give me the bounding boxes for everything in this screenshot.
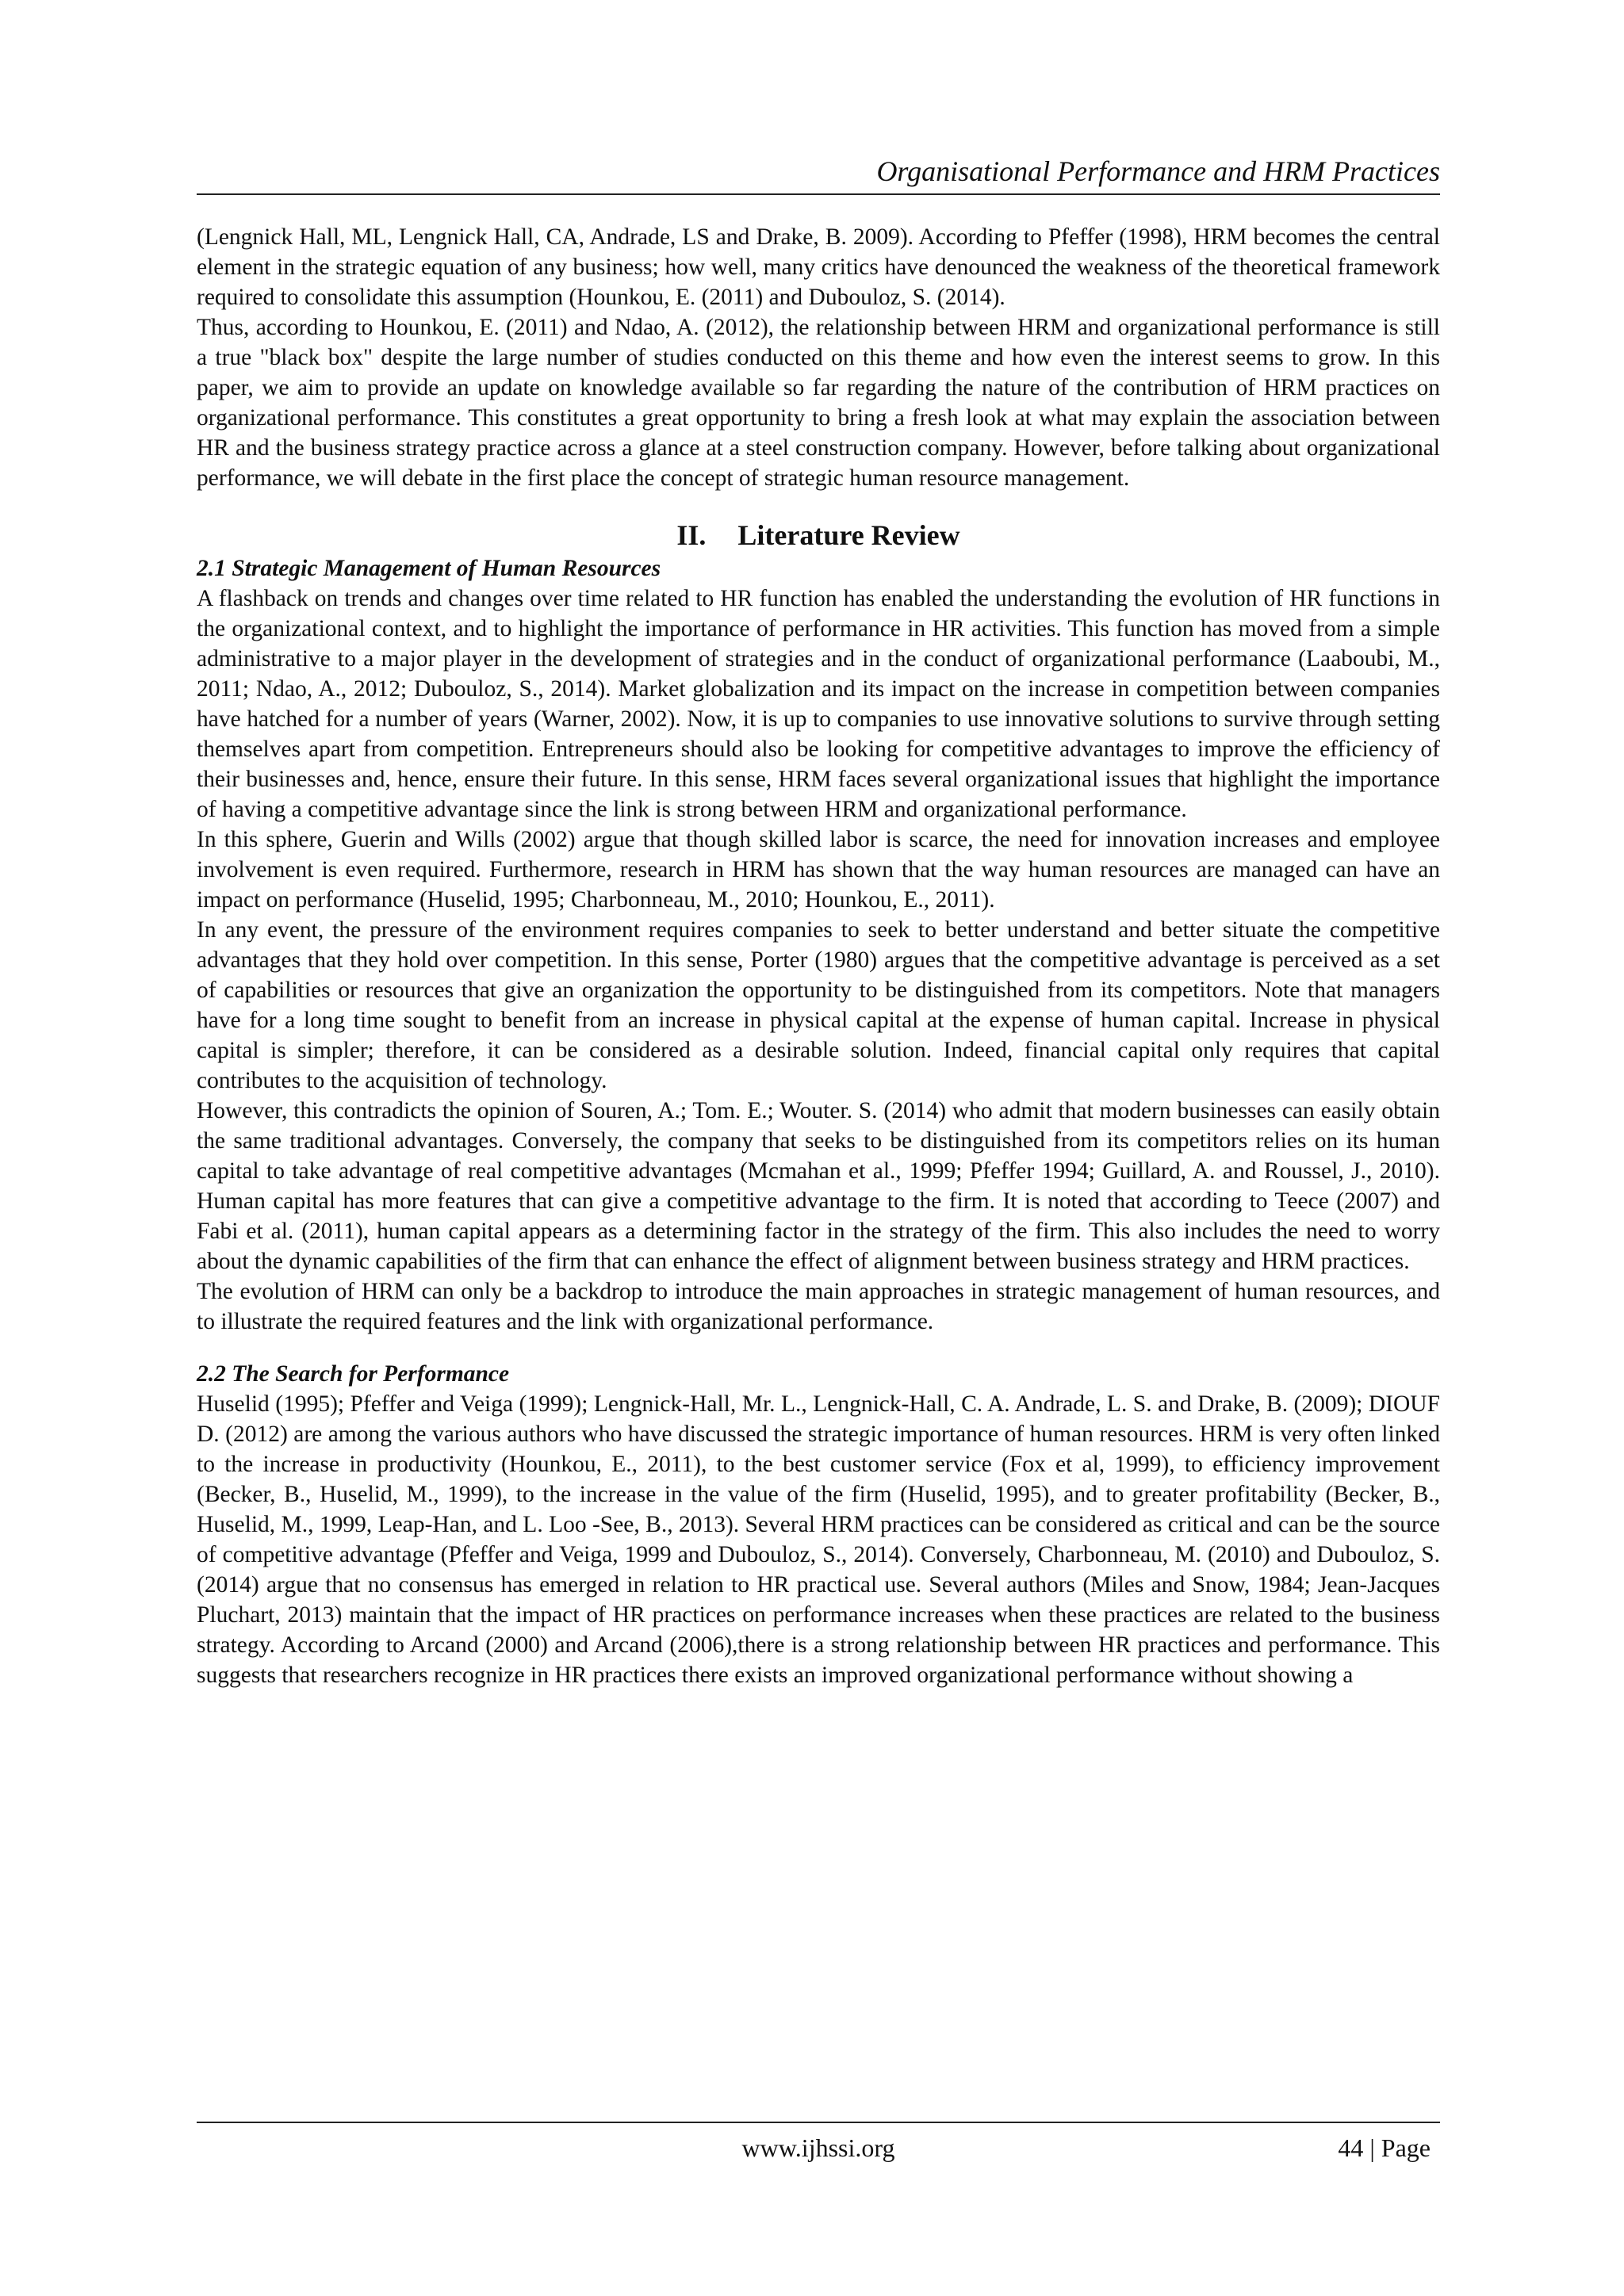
footer-rule [197,2122,1440,2123]
subsection-heading-2-1: 2.1 Strategic Management of Human Resources [197,556,661,581]
intro-paragraph-1: (Lengnick Hall, ML, Lengnick Hall, CA, Andrade, LS and Drake, B. 2009). According to Pfeffer (1998), HRM becomes the central element in the strategic equation of any business; how well, many critics have denounced the weakness of the theoretical framework required to consolidate this assumption (Hounkou, E. (2011) and Dubouloz, S. (2014). [197,224,1440,310]
page-footer [197,2130,1440,2169]
section-title: Literature Review [737,519,960,551]
paragraph-gap [197,1337,1440,1359]
intro-paragraph-2: Thus, according to Hounkou, E. (2011) and Ndao, A. (2012), the relationship between HRM and organizational performance is still a true "black box" despite the large number of studies conducted on this theme and how even the interest seems to grow. In this paper, we aim to provide an update on knowledge available so far regarding the nature of the contribution of HRM practices on organizational performance. This constitutes a great opportunity to bring a fresh look at what may explain the association between HR and the business strategy practice across a glance at a steel construction company. However, before talking about organizational performance, we will debate in the first place the concept of strategic human resource management. [197,315,1440,491]
section-heading [197,517,1440,553]
subsection-2-1-paragraph-3: In any event, the pressure of the environment requires companies to seek to better understand and better situate the competitive advantages that they hold over competition. In this sense, Porter (1980) argues that the competitive advantage is perceived as a set of capabilities or resources that give an organization the opportunity to be distinguished from its competitors. Note that managers have for a long time sought to benefit from an increase in physical capital at the expense of human capital. Increase in physical capital is simpler; therefore, it can be considered as a desirable solution. Indeed, financial capital only requires that capital contributes to the acquisition of technology. [197,917,1440,1093]
subsection-2-2-paragraph-1: Huselid (1995); Pfeffer and Veiga (1999); Lengnick-Hall, Mr. L., Lengnick-Hall, C. A. Andrade, L. S. and Drake, B. (2009); DIOUF D. (2012) are among the various authors who have discussed the strategic importance of human resources. HRM is very often linked to the increase in productivity (Hounkou, E., 2011), to the best customer service (Fox et al, 1999), to efficiency improvement (Becker, B., Huselid, M., 1999), to the increase in the value of the firm (Huselid, 1995), and to greater profitability (Becker, B., Huselid, M., 1999, Leap-Han, and L. Loo -See, B., 2013). Several HRM practices can be considered as critical and can be the source of competitive advantage (Pfeffer and Veiga, 1999 and Dubouloz, S., 2014). Conversely, Charbonneau, M. (2010) and Dubouloz, S. (2014) argue that no consensus has emerged in relation to HR practical use. Several authors (Miles and Snow, 1984; Jean-Jacques Pluchart, 2013) maintain that the impact of HR practices on performance increases when these practices are related to the business strategy. According to Arcand (2000) and Arcand (2006),there is a strong relationship between HR practices and performance. This suggests that researchers recognize in HR practices there exists an improved organizational performance without showing a [197,1391,1440,1688]
section-number: II. [676,519,707,551]
subsection-2-1-paragraph-1: A flashback on trends and changes over time related to HR function has enabled the understanding the evolution of HR functions in the organizational context, and to highlight the importance of performance in HR activities. This function has moved from a simple administrative to a major player in the development of strategies and in the conduct of organizational performance (Laaboubi, M., 2011; Ndao, A., 2012; Dubouloz, S., 2014). Market globalization and its impact on the increase in competition between companies have hatched for a number of years (Warner, 2002). Now, it is up to companies to use innovative solutions to survive through setting themselves apart from competition. Entrepreneurs should also be looking for competitive advantages to improve the efficiency of their businesses and, hence, ensure their future. In this sense, HRM faces several organizational issues that highlight the importance of having a competitive advantage since the link is strong between HRM and organizational performance. [197,586,1440,822]
subsection-2-1-paragraph-2: In this sphere, Guerin and Wills (2002) argue that though skilled labor is scarce, the need for innovation increases and employee involvement is even required. Furthermore, research in HRM has shown that the way human resources are managed can have an impact on performance (Huselid, 1995; Charbonneau, M., 2010; Hounkou, E., 2011). [197,827,1440,913]
running-title: Organisational Performance and HRM Practices [876,155,1440,187]
subsection-heading-2-2: 2.2 The Search for Performance [197,1361,510,1387]
subsection-2-1-paragraph-5: The evolution of HRM can only be a backdrop to introduce the main approaches in strategic management of human resources, and to illustrate the required features and the link with organizational performance. [197,1279,1440,1334]
header-rule [197,193,1440,195]
page-number: 44 | Page [1338,2133,1431,2162]
subsection-2-1-paragraph-4: However, this contradicts the opinion of Souren, A.; Tom. E.; Wouter. S. (2014) who admit that modern businesses can easily obtain the same traditional advantages. Conversely, the company that seeks to be distinguished from its competitors relies on its human capital to take advantage of real competitive advantages (Mcmahan et al., 1999; Pfeffer 1994; Guillard, A. and Roussel, J., 2010). Human capital has more features that can give a competitive advantage to the firm. It is noted that according to Teece (2007) and Fabi et al. (2011), human capital appears as a determining factor in the strategy of the firm. This also includes the need to worry about the dynamic capabilities of the firm that can enhance the effect of alignment between business strategy and HRM practices. [197,1098,1440,1274]
article-body [197,222,1440,1690]
journal-website: www.ijhssi.org [741,2133,895,2162]
